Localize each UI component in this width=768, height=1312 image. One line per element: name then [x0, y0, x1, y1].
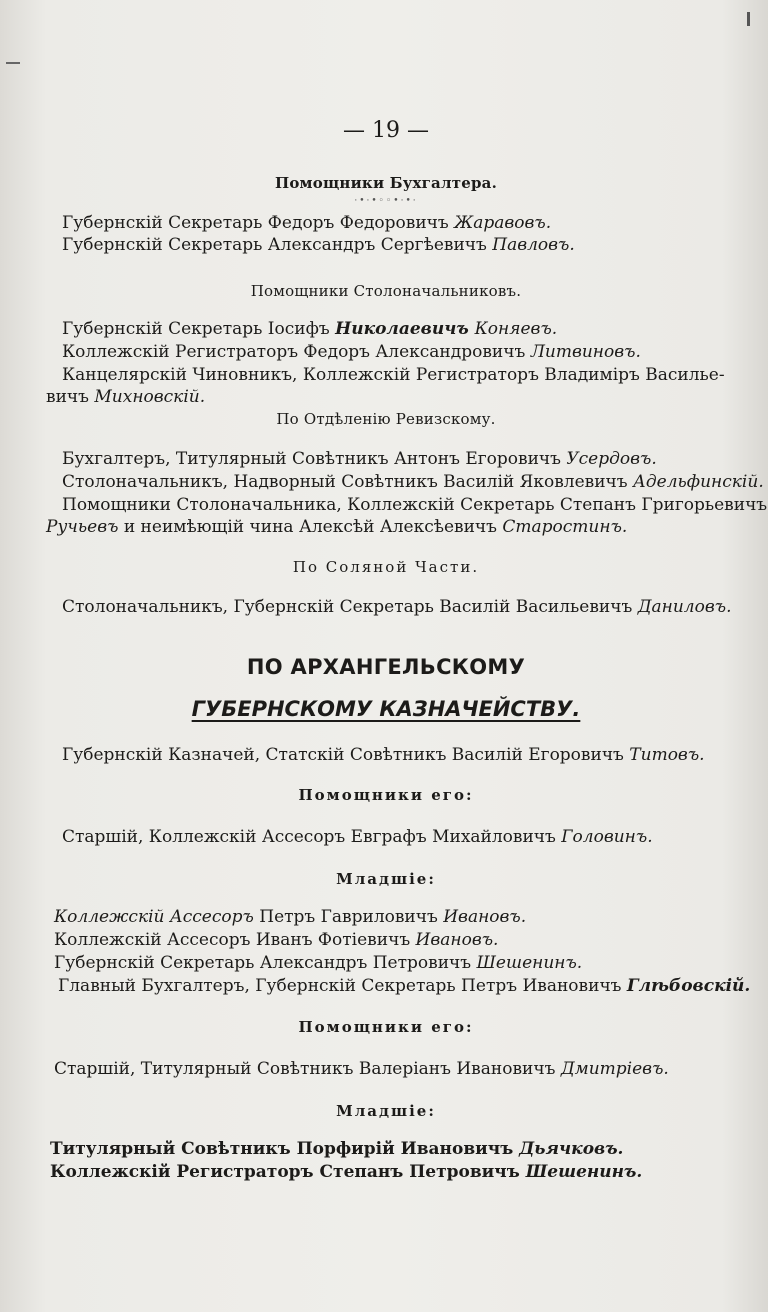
edge-mark [747, 12, 750, 26]
entry-line: Губернскій Секретарь Іосифъ Николаевичъ Коняевъ. [62, 319, 558, 339]
entry-line: Титулярный Совѣтникъ Порфирій Ивановичъ Дьячковъ. [50, 1139, 624, 1159]
entry-line: Губернскій Секретарь Александръ Сергѣевичъ Павловъ. [62, 235, 575, 255]
section-heading-assistants-2: Помощники его: [298, 1018, 474, 1036]
section-heading-juniors: Младшіе: [336, 870, 436, 888]
section-title-arkhangelsk: ПО АРХАНГЕЛЬСКОМУ [246, 655, 526, 679]
entry-line: вичъ Михновскій. [46, 387, 206, 407]
page-number: — 19 — [343, 118, 429, 143]
entry-line: Канцелярскій Чиновникъ, Коллежскій Регистраторъ Владиміръ Василье- [62, 365, 725, 385]
entry-line: Коллежскій Ассесоръ Иванъ Фотіевичъ Ивановъ. [54, 930, 499, 950]
section-heading-juniors-2: Младшіе: [336, 1102, 436, 1120]
entry-line: Старшій, Коллежскій Ассесоръ Евграфъ Михайловичъ Головинъ. [62, 827, 653, 847]
section-heading-salt: По Соляной Части. [292, 558, 480, 576]
entry-line: Столоначальникъ, Надворный Совѣтникъ Василій Яковлевичъ Адельфинскій. [62, 472, 764, 492]
section-heading-revision: По Отдѣленію Ревизскому. [276, 410, 496, 428]
entry-line: Помощники Столоначальника, Коллежскій Секретарь Степанъ Григорьевичъ [62, 495, 768, 515]
section-title-treasury: ГУБЕРНСКОМУ КАЗНАЧЕЙСТВУ. [191, 697, 581, 721]
entry-line: Ручьевъ и неимѣющій чина Алексѣй Алексѣевичъ Старостинъ. [46, 517, 628, 537]
margin-mark [6, 62, 20, 64]
ornament-divider: ·•·•◦◦•·•· [354, 196, 418, 206]
entry-line: Губернскій Казначей, Статскій Совѣтникъ Василій Егоровичъ Титовъ. [62, 745, 705, 765]
entry-line: Столоначальникъ, Губернскій Секретарь Василій Васильевичъ Даниловъ. [62, 597, 732, 617]
entry-line: Коллежскій Регистраторъ Федоръ Александровичъ Литвиновъ. [62, 342, 641, 362]
entry-line: Коллежскій Регистраторъ Степанъ Петровичъ Шешенинъ. [50, 1162, 643, 1182]
section-heading-assistant-clerks: Помощники Столоначальниковъ. [250, 282, 522, 300]
section-heading-assistants-accountant: Помощники Бухгалтера. [274, 174, 498, 192]
entry-line: Старшій, Титулярный Совѣтникъ Валеріанъ Ивановичъ Дмитріевъ. [54, 1059, 669, 1079]
entry-line: Коллежскій Ассесоръ Петръ Гавриловичъ Ивановъ. [54, 907, 527, 927]
section-heading-assistants: Помощники его: [298, 786, 474, 804]
entry-line: Губернскій Секретарь Александръ Петровичъ Шешенинъ. [54, 953, 583, 973]
entry-line: Губернскій Секретарь Федоръ Федоровичъ Жаравовъ. [62, 213, 552, 233]
entry-line: Бухгалтеръ, Титулярный Совѣтникъ Антонъ Егоровичъ Усердовъ. [62, 449, 657, 469]
entry-line: Главный Бухгалтеръ, Губернскій Секретарь Петръ Ивановичъ Глѣбовскій. [58, 976, 751, 996]
